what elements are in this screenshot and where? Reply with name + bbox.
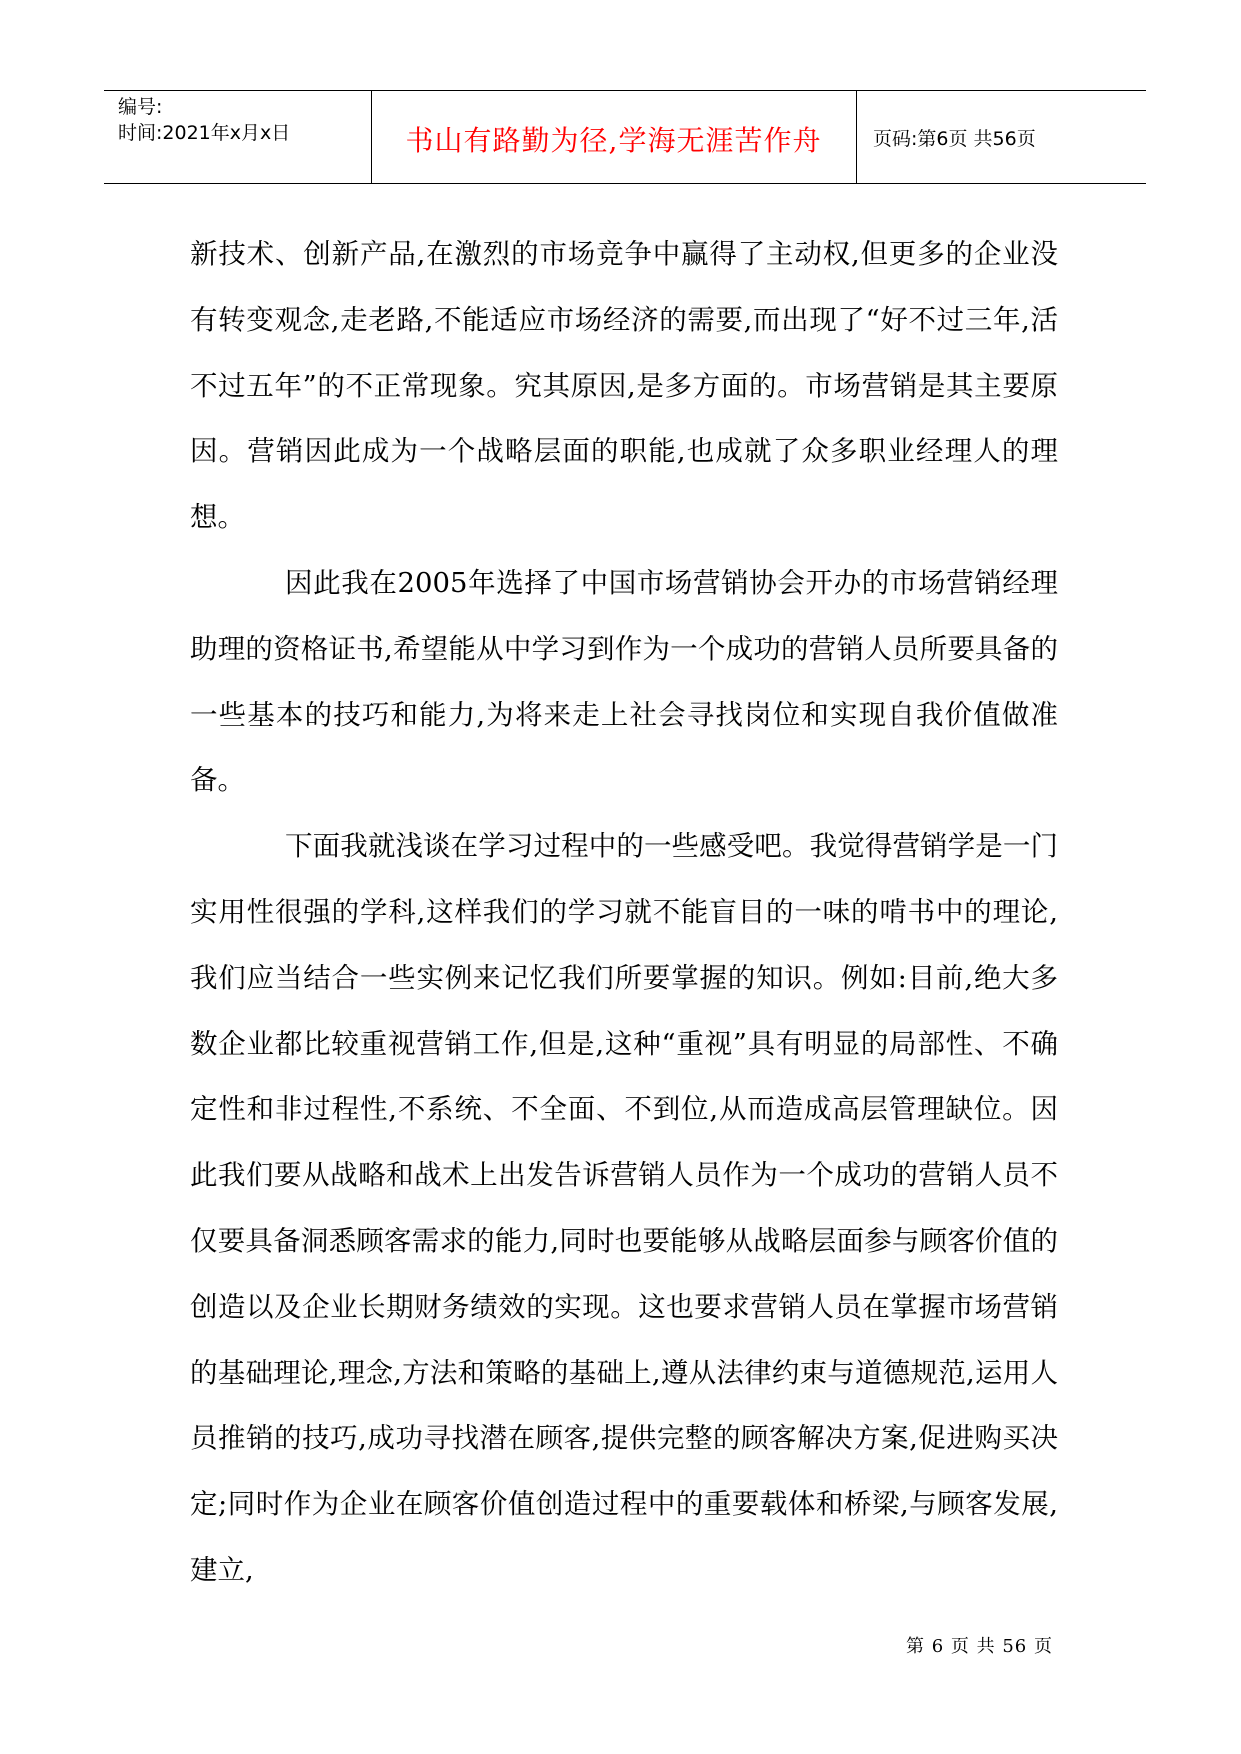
paragraph-1: 新技术、创新产品,在激烈的市场竞争中赢得了主动权,但更多的企业没有转变观念,走老路,不能适应市场经济的需要,而出现了“好不过三年,活不过五年”的不正常现象。究其原因,是多方面的。市场营销是其主要原因。营销因此成为一个战略层面的职能,也成就了众多职业经理人的理想。 (190, 238, 1058, 534)
document-body (190, 222, 1058, 1604)
page-footer: 第 6 页 共 56 页 (906, 1636, 1053, 1657)
header-divider-right (856, 90, 857, 183)
header-meta (118, 94, 290, 146)
header-bottom-rule (104, 183, 1146, 184)
number-label: 编号: (118, 96, 163, 118)
header-top-rule (104, 90, 1146, 91)
header-motto: 书山有路勤为径,学海无涯苦作舟 (405, 124, 822, 157)
paragraph-2: 因此我在2005年选择了中国市场营销协会开办的市场营销经理助理的资格证书,希望能从中学习到作为一个成功的营销人员所要具备的一些基本的技巧和能力,为将来走上社会寻找岗位和实现自我价值做准备。 (190, 566, 1058, 797)
time-label: 时间:2021年x月x日 (118, 122, 291, 144)
header-page-label: 页码:第6页 共56页 (873, 128, 1036, 150)
paragraph-3: 下面我就浅谈在学习过程中的一些感受吧。我觉得营销学是一门实用性很强的学科,这样我们的学习就不能盲目的一味的啃书中的理论,我们应当结合一些实例来记忆我们所要掌握的知识。例如:目前,绝大多数企业都比较重视营销工作,但是,这种“重视”具有明显的局部性、不确定性和非过程性,不系统、不全面、不到位,从而造成高层管理缺位。因此我们要从战略和战术上出发告诉营销人员作为一个成功的营销人员不仅要具备洞悉顾客需求的能力,同时也要能够从战略层面参与顾客价值的创造以及企业长期财务绩效的实现。这也要求营销人员在掌握市场营销的基础理论,理念,方法和策略的基础上,遵从法律约束与道德规范,运用人员推销的技巧,成功寻找潜在顾客,提供完整的顾客解决方案,促进购买决定;同时作为企业在顾客价值创造过程中的重要载体和桥梁,与顾客发展,建立, (190, 830, 1058, 1586)
